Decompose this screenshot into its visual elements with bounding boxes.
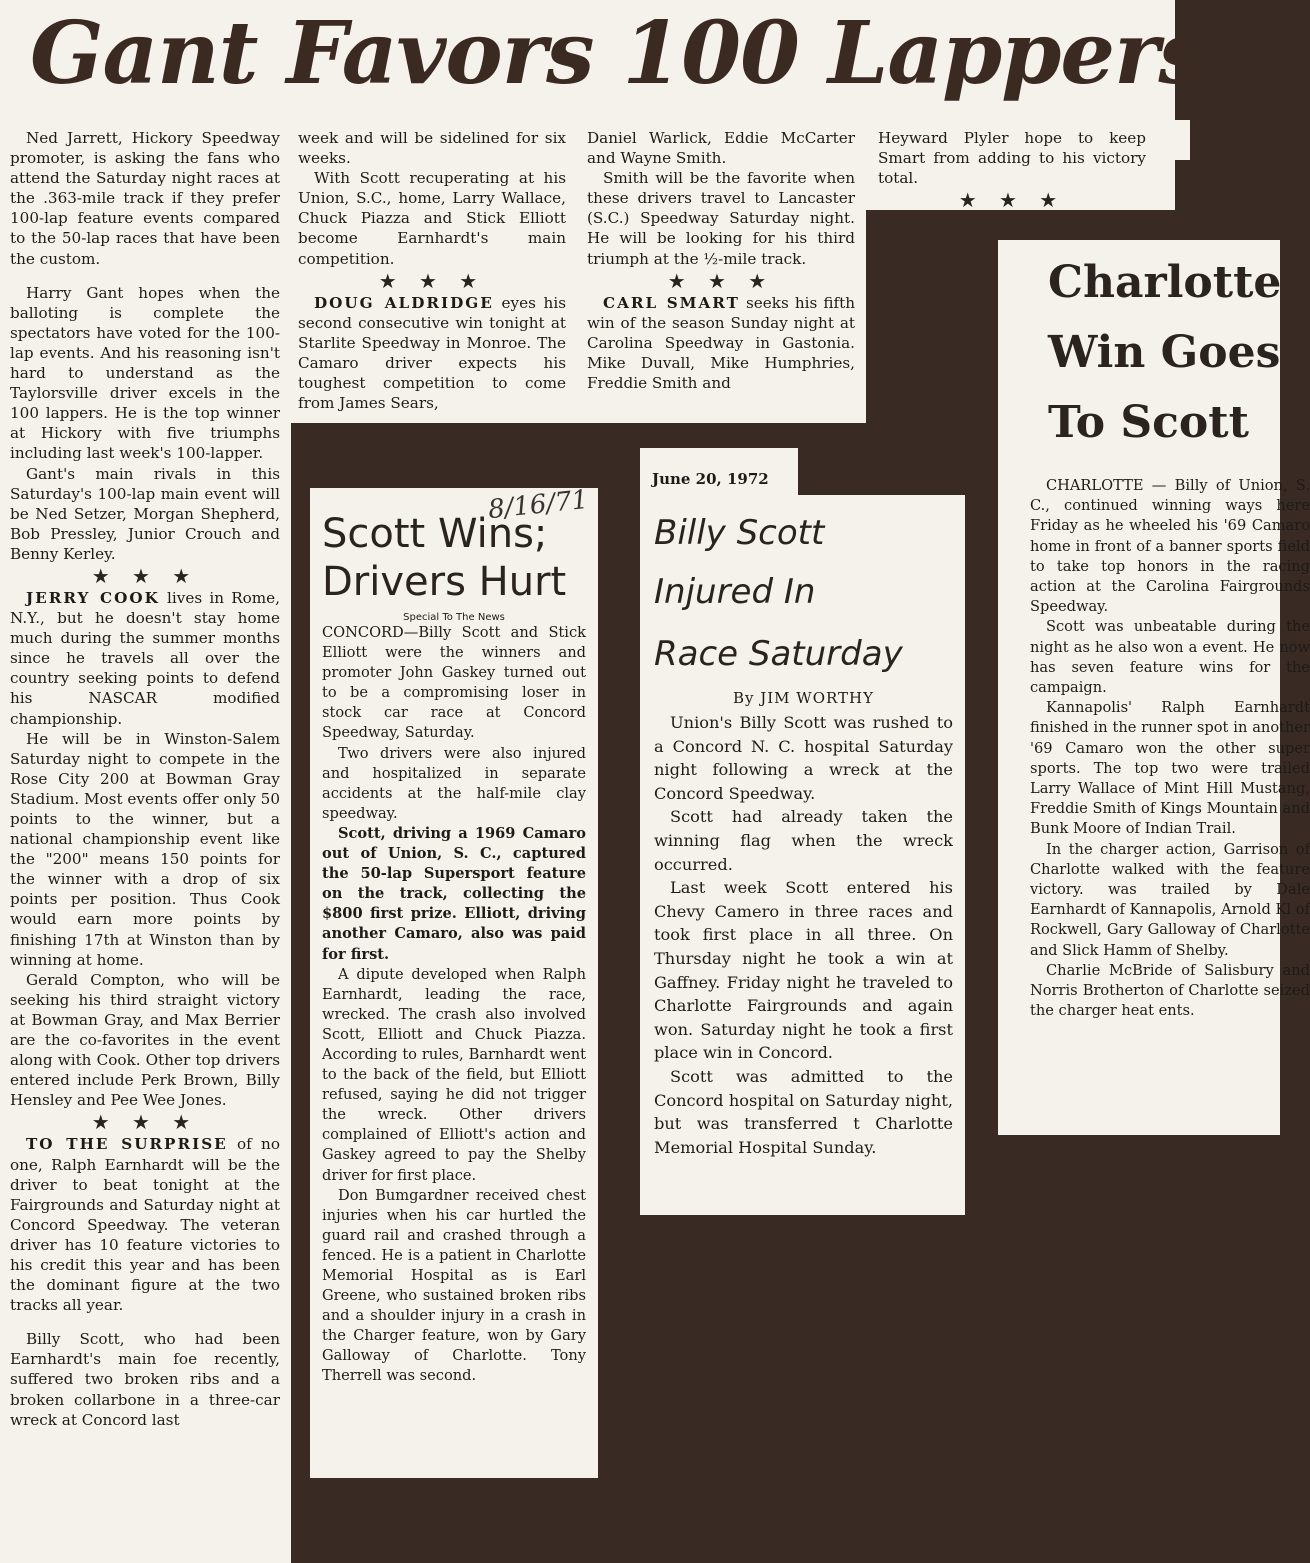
paragraph-text: He will be in Winston-Salem Saturday night to compete in the Rose City 200 at Bowman Gray Stadium. Most events offer only 50 points to the winner, but a national championship event like the "200" means 150 points for the winner with a drop of six points per position. Thus Cook would earn more points by finishing 17th at Winston than by winning at home. xyxy=(10,729,280,969)
main-column-4 xyxy=(878,128,1146,212)
charlotte-clipping xyxy=(998,240,1310,1135)
charlotte-headline-3: To Scott xyxy=(1048,397,1249,448)
charlotte-headline-2: Win Goes xyxy=(1048,327,1281,378)
star-divider: ★ ★ ★ xyxy=(91,1110,199,1135)
paragraph-text: Two drivers were also injured and hospitalized in separate accidents at the half-mile clay speedway. xyxy=(322,744,586,822)
article-paragraph xyxy=(587,168,855,268)
paragraph-text: CHARLOTTE — Billy of Union, S. C., continued winning ways here Friday as he wheeled his '69 Camaro home in front of a banner sports field to take top honors in the racing action at the Carolina Fairgrounds Speedway. xyxy=(1030,477,1310,616)
article-paragraph xyxy=(322,1186,586,1387)
article-paragraph xyxy=(1030,698,1310,839)
paragraph-text: Charlie McBride of Salisbury and Norris Brotherton of Charlotte seized the charger heat ents. xyxy=(1030,961,1310,1020)
paragraph-text: Union's Billy Scott was rushed to a Concord N. C. hospital Saturday night following a wreck at the Concord Speedway. xyxy=(654,713,953,803)
star-divider: ★ ★ ★ xyxy=(667,268,775,293)
paragraph-text: week and will be sidelined for six weeks. xyxy=(298,129,566,168)
article-paragraph xyxy=(322,623,586,744)
article-paragraph xyxy=(878,128,1146,188)
article-paragraph xyxy=(10,464,280,564)
main-column-2 xyxy=(298,128,566,413)
article-paragraph xyxy=(298,168,566,268)
article-paragraph xyxy=(298,128,566,168)
paragraph-text: Gant's main rivals in this Saturday's 100-lap main event will be Ned Setzer, Morgan Shepherd, Bob Pressley, Junior Crouch and Benny Kerley. xyxy=(10,464,280,563)
scott-wins-credit: Special To The News xyxy=(403,612,505,623)
paragraph-text: Heyward Plyler hope to keep Smart from adding to his victory total. xyxy=(878,129,1146,188)
article-paragraph xyxy=(322,965,586,1186)
paragraph-text: Kannapolis' Ralph Earnhardt finished in the runner spot in another '69 Camaro won the other super sports. The top two were trailed Larry Wallace of Mint Hill Mustang, Freddie Smith of Kings Mountain and Bunk Moore of Indian Trail. xyxy=(1030,699,1310,838)
article-paragraph xyxy=(10,128,280,269)
paragraph-text: Billy Scott, who had been Earnhardt's main foe recently, suffered two broken ribs and a broken collarbone in a three-car wreck at Concord last xyxy=(10,1330,280,1429)
article-paragraph xyxy=(1030,617,1310,698)
main-column-3 xyxy=(587,128,855,393)
article-paragraph xyxy=(587,128,855,168)
scott-wins-headline-2: Drivers Hurt xyxy=(322,559,567,605)
injured-headline-3: Race Saturday xyxy=(654,634,903,674)
paragraph-text: CONCORD—Billy Scott and Stick Elliott were the winners and promoter John Gaskey turned out to be a compromising loser in stock car race at Concord Speedway, Saturday. xyxy=(322,624,586,742)
paragraph-text: Gerald Compton, who will be seeking his third straight victory at Bowman Gray, and Max Berrier are the co-favorites in the event along with Cook. Other top drivers entered include Perk Brown, Billy Hensley and Pee Wee Jones. xyxy=(10,970,280,1110)
injured-byline: By JIM WORTHY xyxy=(732,689,875,707)
article-paragraph xyxy=(654,876,953,1065)
paragraph-text: Ned Jarrett, Hickory Speedway promoter, is asking the fans who attend the Saturday night races at the .363-mile track if they prefer 100-lap feature events compared to the 50-lap races that have been the custom. xyxy=(10,129,280,268)
main-clip-right-edge xyxy=(1160,120,1190,160)
paragraph-text: seeks his fifth win of the season Sunday night at Carolina Speedway in Gastonia. Mike Duvall, Mike Humphries, Freddie Smith and xyxy=(587,293,855,393)
injured-clipping xyxy=(640,495,965,1215)
paragraph-text: lives in Rome, N.Y., but he doesn't stay home much during the summer months since he travels all over the country seeking points to defend his NASCAR modified championship. xyxy=(10,588,280,728)
paragraph-text: Smith will be the favorite when these drivers travel to Lancaster (S.C.) Speedway Saturday night. He will be looking for his third triumph at the ½-mile track. xyxy=(587,169,855,268)
paragraph-lead-caps: JERRY COOK xyxy=(26,588,160,607)
paragraph-text: In the charger action, Garrison of Charlotte walked with the feature victory. was trailed by Dale Earnhardt of Kannapolis, Arnold Kl of Rockwell, Gary Galloway of Charlotte and Slick Hamm of Shelby. xyxy=(1030,840,1310,959)
article-paragraph xyxy=(1030,840,1310,961)
article-paragraph xyxy=(1030,476,1310,617)
injured-date: June 20, 1972 xyxy=(652,470,769,488)
injured-headline-1: Billy Scott xyxy=(654,513,825,553)
article-paragraph xyxy=(10,283,280,464)
paragraph-text: Scott, driving a 1969 Camaro out of Union, S. C., captured the 50-lap Supersport feature on the track, collecting the $800 first prize. Elliott, driving another Camaro, also was paid for first. xyxy=(322,824,586,963)
paragraph-text: eyes his second consecutive win tonight at Starlite Speedway in Monroe. The Camaro driver expects his toughest competition to come from James Sears, xyxy=(298,293,566,413)
scott-wins-clipping xyxy=(310,484,598,1478)
paragraph-text: Last week Scott entered his Chevy Camero in three races and took first place in all three. On Thursday night he took a win at Gaffney. Friday night he traveled to Charlotte Fairgrounds and again won. Saturday night he took a first place win in Concord. xyxy=(654,878,953,1063)
paragraph-text: Harry Gant hopes when the balloting is complete the spectators have voted for the 100-lap events. And his reasoning isn't hard to understand as the Taylorsville driver excels in the 100 lappers. He is the top winner at Hickory with five triumphs including last week's 100-lapper. xyxy=(10,283,280,463)
paragraph-text: A dipute developed when Ralph Earnhardt, leading the race, wrecked. The crash also involved Scott, Elliott and Chuck Piazza. According to rules, Barnhardt went to the back of the field, but Elliott refused, saying he did not trigger the wreck. Other drivers complained of Elliott's action and Gaskey agreed to pay the Shelby driver for first place. xyxy=(322,965,586,1184)
star-divider: ★ ★ ★ xyxy=(958,188,1066,213)
paragraph-text: Daniel Warlick, Eddie McCarter and Wayne Smith. xyxy=(587,129,855,168)
article-paragraph xyxy=(10,970,280,1111)
article-paragraph xyxy=(10,1329,280,1429)
paragraph-lead-caps: DOUG ALDRIDGE xyxy=(314,293,494,312)
article-paragraph xyxy=(298,293,566,414)
article-paragraph xyxy=(654,711,953,805)
paragraph-text: of no one, Ralph Earnhardt will be the driver to beat tonight at the Fairgrounds and Saturday night at Concord Speedway. The veteran driver has 10 feature victories to his credit this year and has been the dominant figure at the two tracks all year. xyxy=(10,1135,280,1315)
main-column-1 xyxy=(10,128,280,1430)
article-paragraph xyxy=(10,588,280,729)
article-paragraph xyxy=(10,1134,280,1315)
paragraph-lead-caps: CARL SMART xyxy=(603,293,740,312)
article-paragraph xyxy=(322,824,586,965)
main-headline: Gant Favors 100 Lappers xyxy=(30,3,1206,104)
charlotte-body xyxy=(1030,476,1310,1021)
paragraph-text: Don Bumgardner received chest injuries when his car hurtled the guard rail and crashed through a fenced. He is a patient in Charlotte Memorial Hospital as is Earl Greene, who sustained broken ribs and a shoulder injury in a crash in the Charger feature, won by Gary Galloway of Charlotte. Tony Therrell was second. xyxy=(322,1186,586,1385)
article-paragraph xyxy=(654,805,953,876)
star-divider: ★ ★ ★ xyxy=(378,268,486,293)
scott-wins-headline-1: Scott Wins; xyxy=(322,511,548,557)
article-paragraph xyxy=(10,729,280,970)
paragraph-text: Scott was admitted to the Concord hospital on Saturday night, but was transferred t Charlotte Memorial Hospital Sunday. xyxy=(654,1066,953,1157)
paragraph-text: Scott was unbeatable during the night as he also won a event. He now has seven feature wins for the campaign. xyxy=(1030,618,1310,697)
injured-headline-2: Injured In xyxy=(654,572,816,612)
scott-wins-body xyxy=(322,623,586,1387)
article-paragraph xyxy=(322,744,586,824)
paragraph-text: With Scott recuperating at his Union, S.C., home, Larry Wallace, Chuck Piazza and Stick Elliott become Earnhardt's main competition. xyxy=(298,169,566,268)
paragraph-text: Scott had already taken the winning flag when the wreck occurred. xyxy=(654,807,953,874)
handwritten-date: 8/16/71 xyxy=(486,484,590,526)
article-paragraph xyxy=(654,1065,953,1159)
injured-body xyxy=(654,711,953,1159)
article-paragraph xyxy=(1030,961,1310,1022)
paragraph-lead-caps: TO THE SURPRISE xyxy=(26,1135,228,1154)
article-paragraph xyxy=(587,293,855,393)
charlotte-headline-1: Charlotte xyxy=(1048,257,1282,308)
star-divider: ★ ★ ★ xyxy=(91,563,199,588)
